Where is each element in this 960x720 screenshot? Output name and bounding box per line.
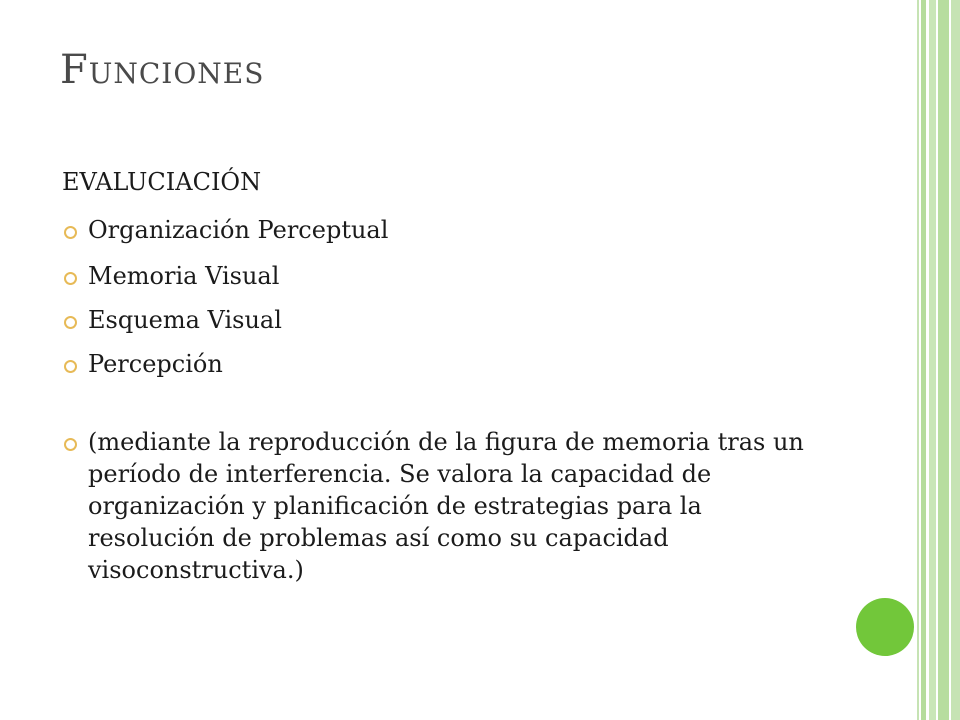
list-item-label: Esquema Visual: [88, 306, 282, 334]
decorative-green-circle: [856, 598, 914, 656]
bullet-ring-icon: [64, 316, 77, 329]
list-item: [88, 260, 279, 292]
decorative-stripe: [951, 0, 960, 720]
bullet-ring-icon: [64, 360, 77, 373]
list-item-label: Organización Perceptual: [88, 216, 389, 244]
list-item: [88, 214, 388, 246]
list-item: [88, 348, 223, 380]
list-item-label: Memoria Visual: [88, 262, 280, 290]
list-item: [88, 304, 282, 336]
decorative-stripe: [938, 0, 949, 720]
bullet-ring-icon: [64, 226, 77, 239]
decorative-stripe: [917, 0, 919, 720]
decorative-stripe: [921, 0, 926, 720]
bullet-ring-icon: [64, 438, 77, 451]
description-text: (mediante la reproducción de la figura de memoria tras un período de interferencia. Se valora la capacidad de organización y planificación de estrategias para la resolución de problemas así como su capacidad visoconstructiva.): [88, 428, 804, 584]
bullet-ring-icon: [64, 272, 77, 285]
decorative-stripe: [929, 0, 936, 720]
slide-title: Funciones: [60, 47, 265, 93]
list-item-label: Percepción: [88, 350, 223, 378]
description-paragraph: [88, 426, 828, 586]
section-heading: EVALUCIACIÓN: [62, 168, 262, 196]
